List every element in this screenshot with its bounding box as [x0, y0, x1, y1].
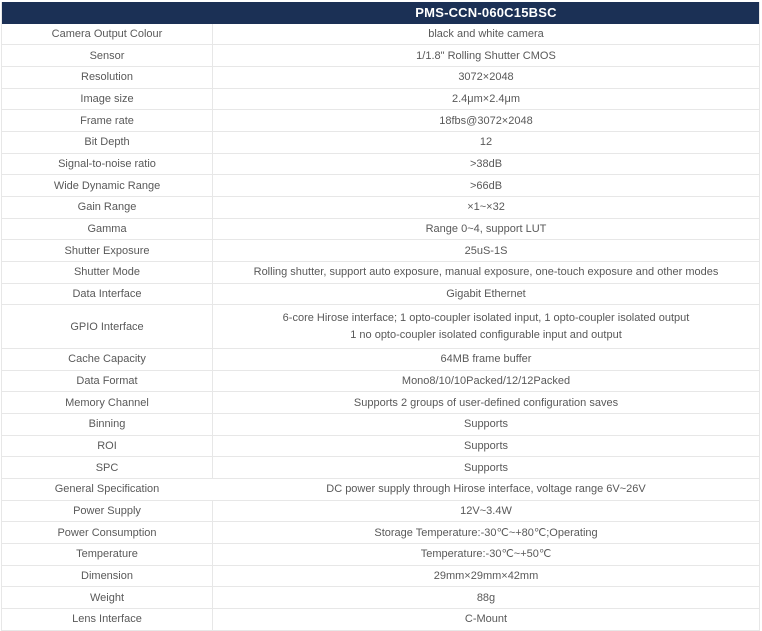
spec-value-line: Gigabit Ethernet [446, 288, 526, 301]
spec-value [213, 414, 759, 435]
spec-value-line: Temperature:-30℃~+50℃ [420, 548, 552, 561]
spec-value-line: Mono8/10/10Packed/12/12Packed [401, 374, 571, 387]
spec-label: Image size [2, 89, 213, 110]
spec-label: Weight [2, 587, 213, 608]
spec-label: Memory Channel [2, 392, 213, 413]
spec-value [213, 544, 759, 565]
table-row [2, 24, 759, 46]
spec-value-line: Rolling shutter, support auto exposure, manual exposure, one-touch exposure and other modes [253, 266, 719, 279]
spec-label: Data Format [2, 371, 213, 392]
table-row [2, 414, 759, 436]
table-row [2, 262, 759, 284]
spec-value-line: >38dB [469, 157, 503, 170]
spec-value [213, 262, 759, 283]
table-row [2, 219, 759, 241]
spec-value-line: 88g [476, 591, 496, 604]
spec-value [213, 587, 759, 608]
table-row [2, 566, 759, 588]
spec-value [213, 609, 759, 630]
spec-value [213, 371, 759, 392]
spec-value-line: Supports 2 groups of user-defined configuration saves [353, 396, 619, 409]
table-row [2, 436, 759, 458]
spec-value-line: 12V~3.4W [460, 504, 512, 517]
spec-label: SPC [2, 457, 213, 478]
spec-value [213, 132, 759, 153]
spec-value [213, 479, 759, 500]
spec-value [213, 392, 759, 413]
model-title: PMS-CCN-060C15BSC [415, 5, 557, 21]
spec-value [213, 24, 759, 45]
spec-value [213, 284, 759, 305]
spec-value-line: Supports [463, 461, 509, 474]
spec-value-line: 2.4μm×2.4μm [451, 92, 520, 105]
spec-value [213, 197, 759, 218]
spec-value [213, 67, 759, 88]
spec-value [213, 240, 759, 261]
table-row [2, 284, 759, 306]
table-row [2, 45, 759, 67]
spec-value [213, 566, 759, 587]
spec-label: Dimension [2, 566, 213, 587]
spec-value-line: 3072×2048 [458, 71, 514, 84]
table-row [2, 609, 759, 631]
table-row [2, 175, 759, 197]
spec-label: Gain Range [2, 197, 213, 218]
spec-value [213, 110, 759, 131]
spec-value-line: ×1~×32 [467, 201, 505, 214]
spec-value-line: 12 [479, 136, 493, 149]
spec-value-line: 1/1.8" Rolling Shutter CMOS [416, 49, 556, 62]
spec-label: Wide Dynamic Range [2, 175, 213, 196]
table-row [2, 132, 759, 154]
spec-label: Shutter Exposure [2, 240, 213, 261]
spec-value-line: 18fbs@3072×2048 [439, 114, 533, 127]
spec-value-line: >66dB [469, 179, 503, 192]
header-left-cell [2, 2, 213, 24]
table-header [2, 2, 759, 24]
spec-value [213, 305, 759, 347]
spec-label: General Specification [54, 483, 160, 496]
table-row [2, 479, 759, 501]
table-row [2, 197, 759, 219]
spec-label: Gamma [2, 219, 213, 240]
table-row [2, 522, 759, 544]
spec-value [213, 436, 759, 457]
spec-value-line: C-Mount [464, 613, 508, 626]
table-row [2, 501, 759, 523]
table-row [2, 89, 759, 111]
spec-label: Bit Depth [2, 132, 213, 153]
spec-label: Resolution [2, 67, 213, 88]
spec-label: Signal-to-noise ratio [2, 154, 213, 175]
spec-value [213, 349, 759, 370]
spec-label: ROI [2, 436, 213, 457]
spec-label: Shutter Mode [2, 262, 213, 283]
table-row [2, 457, 759, 479]
table-row [2, 67, 759, 89]
spec-value-line: black and white camera [428, 27, 544, 40]
table-row [2, 587, 759, 609]
table-row [2, 371, 759, 393]
spec-value [213, 89, 759, 110]
spec-label: Data Interface [2, 284, 213, 305]
spec-value-line: 64MB frame buffer [440, 353, 532, 366]
spec-label: GPIO Interface [2, 305, 213, 347]
spec-value-line: 29mm×29mm×42mm [433, 570, 539, 583]
spec-value [213, 219, 759, 240]
spec-label: Cache Capacity [2, 349, 213, 370]
spec-value-line: 25uS-1S [464, 244, 508, 257]
spec-value-line: DC power supply through Hirose interface, voltage range 6V~26V [326, 483, 646, 496]
spec-value-line: 1 no opto-coupler isolated configurable input and output [350, 329, 622, 342]
table-row [2, 392, 759, 414]
spec-label: Camera Output Colour [2, 24, 213, 45]
table-row [2, 154, 759, 176]
spec-value-line: Range 0~4, support LUT [425, 223, 547, 236]
table-row [2, 305, 759, 348]
spec-label: Frame rate [2, 110, 213, 131]
spec-table [1, 2, 760, 631]
spec-label: Temperature [2, 544, 213, 565]
spec-label: Sensor [2, 45, 213, 66]
spec-value-line: Supports [463, 418, 509, 431]
spec-value [213, 175, 759, 196]
spec-value [213, 457, 759, 478]
table-body [2, 24, 759, 631]
spec-value [213, 501, 759, 522]
spec-value [213, 154, 759, 175]
spec-value-line: Storage Temperature:-30℃~+80℃;Operating [374, 526, 598, 539]
table-row [2, 349, 759, 371]
spec-label: Power Consumption [2, 522, 213, 543]
spec-label: Power Supply [2, 501, 213, 522]
table-row [2, 240, 759, 262]
table-row [2, 110, 759, 132]
spec-value-line: 6-core Hirose interface; 1 opto-coupler isolated input, 1 opto-coupler isolated output [282, 312, 690, 325]
spec-value [213, 45, 759, 66]
spec-value-line: Supports [463, 439, 509, 452]
table-row [2, 544, 759, 566]
spec-label: Lens Interface [2, 609, 213, 630]
spec-value [213, 522, 759, 543]
spec-label: Binning [2, 414, 213, 435]
